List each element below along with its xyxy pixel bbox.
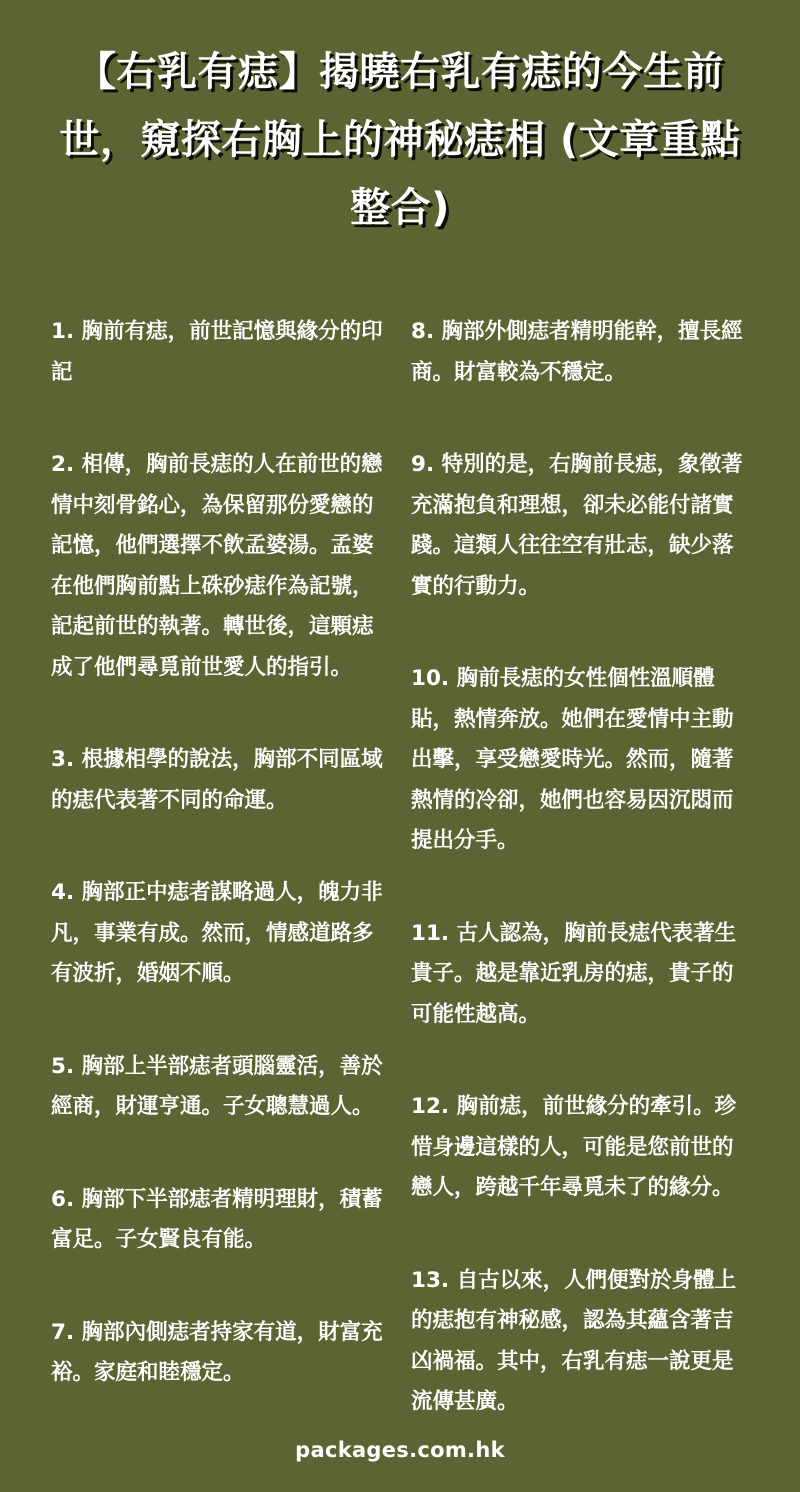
point-item: 4. 胸部正中痣者謀略過人，魄力非凡，事業有成。然而，情感道路多有波折，婚姻不順。 [51, 880, 383, 986]
point-item: 9. 特別的是，右胸前長痣，象徵著充滿抱負和理想，卻未必能付諸實踐。這類人往往空有壯志，缺少落實的行動力。 [411, 452, 743, 599]
point-item: 12. 胸前痣，前世緣分的牽引。珍惜身邊這樣的人，可能是您前世的戀人，跨越千年尋覓未了的緣分。 [411, 1094, 737, 1200]
point-item: 2. 相傳，胸前長痣的人在前世的戀情中刻骨銘心，為保留那份愛戀的記憶，他們選擇不飲孟婆湯。孟婆在他們胸前點上硃砂痣作為記號，記起前世的執著。轉世後，這顆痣成了他們尋覓前世愛人的指引。 [51, 452, 383, 680]
point-item: 13. 自古以來，人們便對於身體上的痣抱有神秘感，認為其蘊含著吉凶禍福。其中，右乳有痣一說更是流傳甚廣。 [411, 1267, 737, 1414]
source-footer: packages.com.hk [295, 1438, 505, 1462]
point-item: 7. 胸部內側痣者持家有道，財富充裕。家庭和睦穩定。 [51, 1319, 383, 1385]
point-item: 11. 古人認為，胸前長痣代表著生貴子。越是靠近乳房的痣，貴子的可能性越高。 [411, 920, 737, 1027]
point-item: 5. 胸部上半部痣者頭腦靈活，善於經商，財運亨通。子女聰慧過人。 [51, 1053, 383, 1119]
point-item: 10. 胸前長痣的女性個性溫順體貼，熱情奔放。她們在愛情中主動出擊，享受戀愛時光。然而，隨著熱情的冷卻，她們也容易因沉悶而提出分手。 [411, 666, 734, 853]
point-item: 8. 胸部外側痣者精明能幹，擅長經商。財富較為不穩定。 [411, 319, 743, 385]
right-column [411, 312, 751, 1475]
left-column [51, 312, 391, 1446]
point-item: 1. 胸前有痣，前世記憶與緣分的印記 [51, 319, 383, 385]
article-title: 【右乳有痣】揭曉右乳有痣的今生前世，窺探右胸上的神秘痣相 (文章重點整合) [59, 49, 741, 231]
point-item: 6. 胸部下半部痣者精明理財，積蓄富足。子女賢良有能。 [51, 1186, 383, 1252]
point-item: 3. 根據相學的說法，胸部不同區域的痣代表著不同的命運。 [51, 747, 383, 813]
